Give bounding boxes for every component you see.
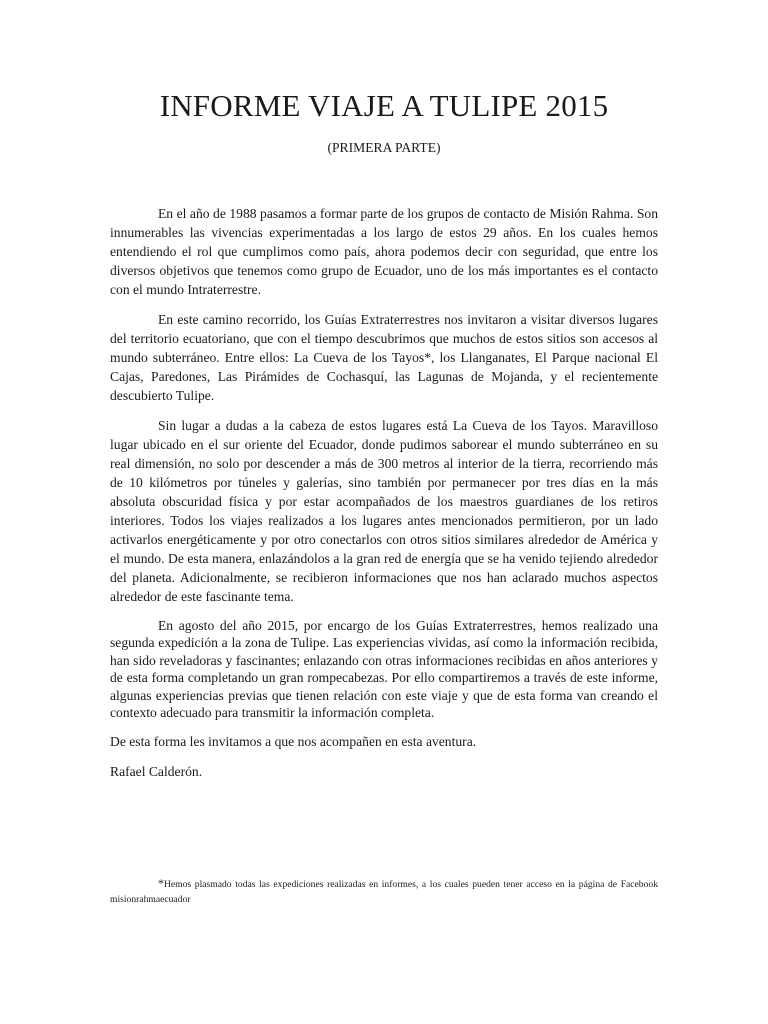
paragraph-intro: En el año de 1988 pasamos a formar parte de los grupos de contacto de Misión Rahma. Son innumerables las vivencias experimentadas a los largo de estos 29 años. En los cuales hemos entendiendo el rol que cumplimos como país, ahora podemos decir con seguridad, que entre los diversos objetivos que tenemos como grupo de Ecuador, uno de los más importantes es el contacto con el mundo Intraterrestre. <box>110 206 658 297</box>
paragraph-cueva-tayos: Sin lugar a dudas a la cabeza de estos lugares está La Cueva de los Tayos. Maravilloso lugar ubicado en el sur oriente del Ecuador, donde pudimos saborear el mundo subterráneo en su real dimensión, no solo por descender a más de 300 metros al interior de la tierra, recorriendo más de 10 kilómetros por túneles y galerías, sino también por permanecer por tres días en la más absoluta obscuridad física y por estar acompañados de los maestros guardianes de los retiros interiores. Todos los viajes realizados a los lugares antes mencionados permitieron, por un lado activarlos energéticamente y por otro conectarlos con otros sitios similares alrededor de América y el mundo. De esta manera, enlazándolos a la gran red de energía que se ha venido tejiendo alrededor del planeta. Adicionalmente, se recibieron informaciones que nos han aclarado muchos aspectos alrededor de este fascinante tema. <box>110 418 658 604</box>
paragraph-sites: En este camino recorrido, los Guías Extraterrestres nos invitaron a visitar diversos lugares del territorio ecuatoriano, que con el tiempo descubrimos que muchos de estos sitios son accesos al mundo subterráneo. Entre ellos: La Cueva de los Tayos*, los Llanganates, El Parque nacional El Cajas, Paredones, Las Pirámides de Cochasquí, las Lagunas de Mojanda, y el recientemente descubierto Tulipe. <box>110 312 658 403</box>
paragraph-tulipe-expedition: En agosto del año 2015, por encargo de los Guías Extraterrestres, hemos realizado una segunda expedición a la zona de Tulipe. Las experiencias vividas, así como la información recibida, han sido reveladoras y fascinantes; enlazando con otras informaciones recibidas en años anteriores y de esta forma completando un gran rompecabezas. Por ello compartiremos a través de este informe, algunas experiencias previas que tienen relación con este viaje y que de esta forma van creando el contexto adecuado para transmitir la información completa. <box>110 618 658 721</box>
signature: Rafael Calderón. <box>110 764 203 780</box>
closing-line: De esta forma les invitamos a que nos acompañen en esta aventura. <box>110 734 477 750</box>
footnote-text: Hemos plasmado todas las expediciones realizadas en informes, a los cuales pueden tener acceso en la página de Facebook misionrahmaecuador <box>110 879 658 905</box>
footnote-mark: * <box>158 876 164 890</box>
footnote <box>110 876 658 907</box>
document-subtitle: (PRIMERA PARTE) <box>327 140 441 155</box>
document-title: INFORME VIAJE A TULIPE 2015 <box>159 88 609 123</box>
document-body <box>110 204 658 792</box>
